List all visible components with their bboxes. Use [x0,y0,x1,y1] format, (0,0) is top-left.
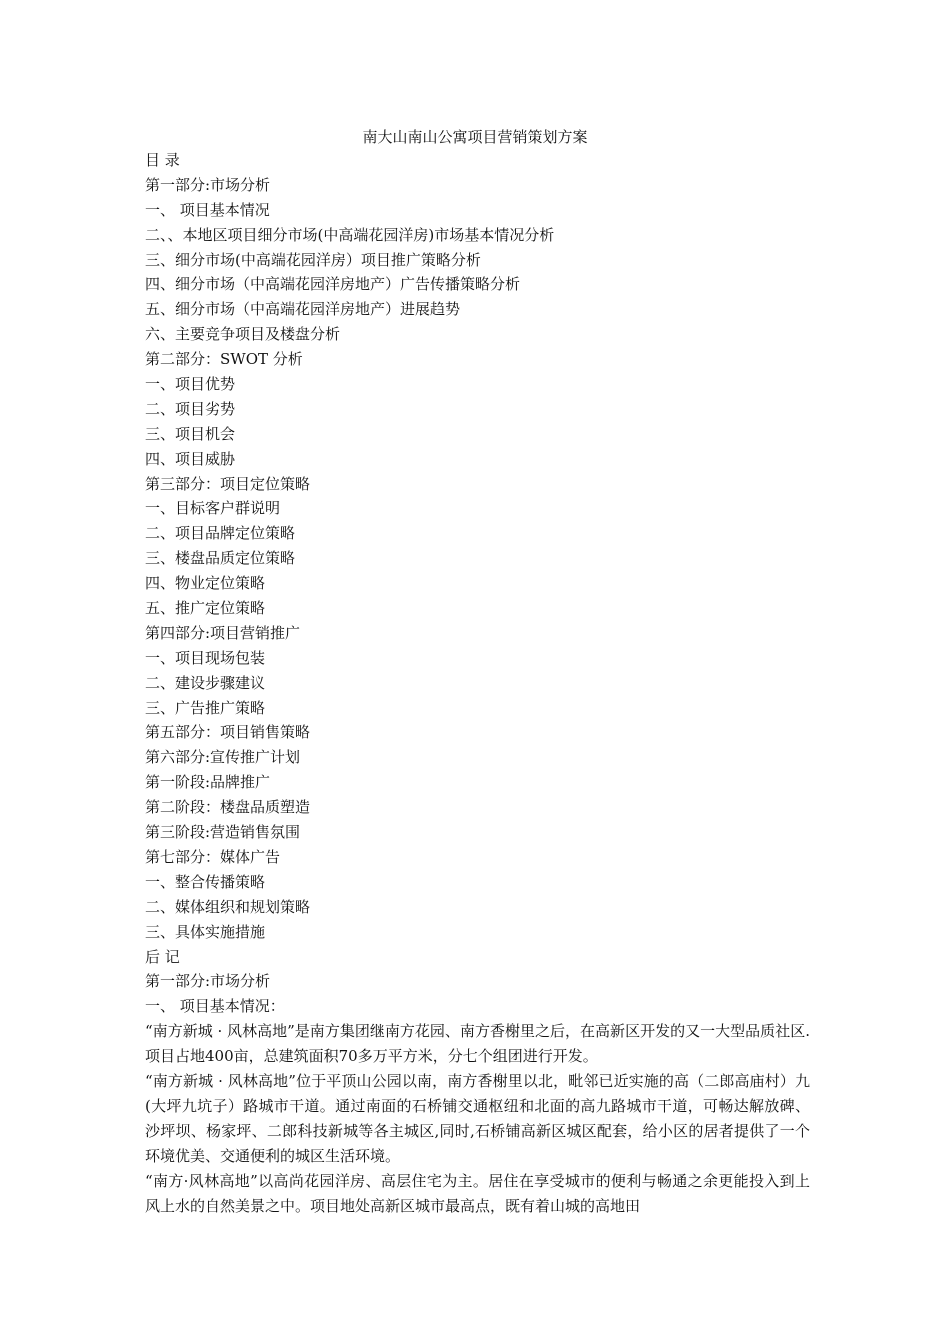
toc-item: 第三阶段:营造销售氛围 [145,823,301,842]
toc-item: 三、细分市场(中高端花园洋房）项目推广策略分析 [145,250,481,269]
toc-item: 三、广告推广策略 [145,698,266,717]
body-paragraph: “南方新城 · 风林高地”位于平顶山公园以南，南方香榭里以北，毗邻已近实施的高（二郎高庙村）九(大坪九坑子）路城市干道。通过南面的石桥铺交通枢纽和北面的高九路城市干道，可畅达解放碑、沙坪坝、杨家坪、二郎科技新城等各主城区,同时,石桥铺高新区城区配套，给小区的居者提供了一个环境优美、交通便利的城区生活环境。 [145,1071,810,1165]
toc-item: 第三部分：项目定位策略 [145,474,311,493]
body-paragraph: “南方·风林高地”以高尚花园洋房、高层住宅为主。居住在享受城市的便利与畅通之余更能投入到上风上水的自然美景之中。项目地处高新区城市最高点，既有着山城的高地田 [145,1171,810,1215]
table-of-contents [145,173,810,945]
toc-item: 第四部分:项目营销推广 [145,623,301,642]
toc-item: 一、整合传播策略 [145,872,266,891]
document-title: 南大山南山公寓项目营销策划方案 [362,128,588,146]
toc-item: 二、、本地区项目细分市场(中高端花园洋房)市场基本情况分析 [145,225,555,244]
toc-item: 四、物业定位策略 [145,574,266,593]
section-heading: 第一部分:市场分析 [145,972,271,991]
toc-item: 三、楼盘品质定位策略 [145,549,296,568]
toc-item: 二、项目劣势 [145,399,236,418]
subsection-heading: 一、 项目基本情况： [145,997,285,1016]
toc-item: 第六部分:宣传推广计划 [145,748,301,767]
toc-item: 五、细分市场（中高端花园洋房地产）进展趋势 [145,300,461,319]
toc-item: 第一部分:市场分析 [145,175,271,194]
toc-item: 第二部分：SWOT 分析 [145,350,303,369]
body-paragraph: “南方新城 · 风林高地”是南方集团继南方花园、南方香榭里之后，在高新区开发的又一大型品质社区.项目占地400亩，总建筑面积70多万平方米，分七个组团进行开发。 [145,1022,810,1066]
toc-item: 一、项目优势 [145,375,236,394]
toc-item: 一、项目现场包装 [145,648,266,667]
toc-item: 二、项目品牌定位策略 [145,524,296,543]
toc-item: 二、建设步骤建议 [145,673,266,692]
toc-item: 一、目标客户群说明 [145,499,281,518]
toc-item: 六、主要竞争项目及楼盘分析 [145,325,341,344]
toc-item: 第二阶段：楼盘品质塑造 [145,798,311,817]
document-content [145,148,810,1218]
toc-item: 第一阶段:品牌推广 [145,773,271,792]
toc-item: 第七部分：媒体广告 [145,847,281,866]
afterword-heading: 后 记 [145,947,180,966]
toc-item: 一、 项目基本情况 [145,200,270,219]
toc-item: 第五部分：项目销售策略 [145,723,311,742]
toc-item: 四、细分市场（中高端花园洋房地产）广告传播策略分析 [145,275,521,294]
toc-item: 四、项目威胁 [145,449,236,468]
toc-heading: 目 录 [145,151,180,169]
toc-item: 三、具体实施措施 [145,922,266,941]
toc-item: 三、项目机会 [145,424,236,443]
toc-item: 五、推广定位策略 [145,599,266,618]
toc-item: 二、媒体组织和规划策略 [145,897,311,916]
